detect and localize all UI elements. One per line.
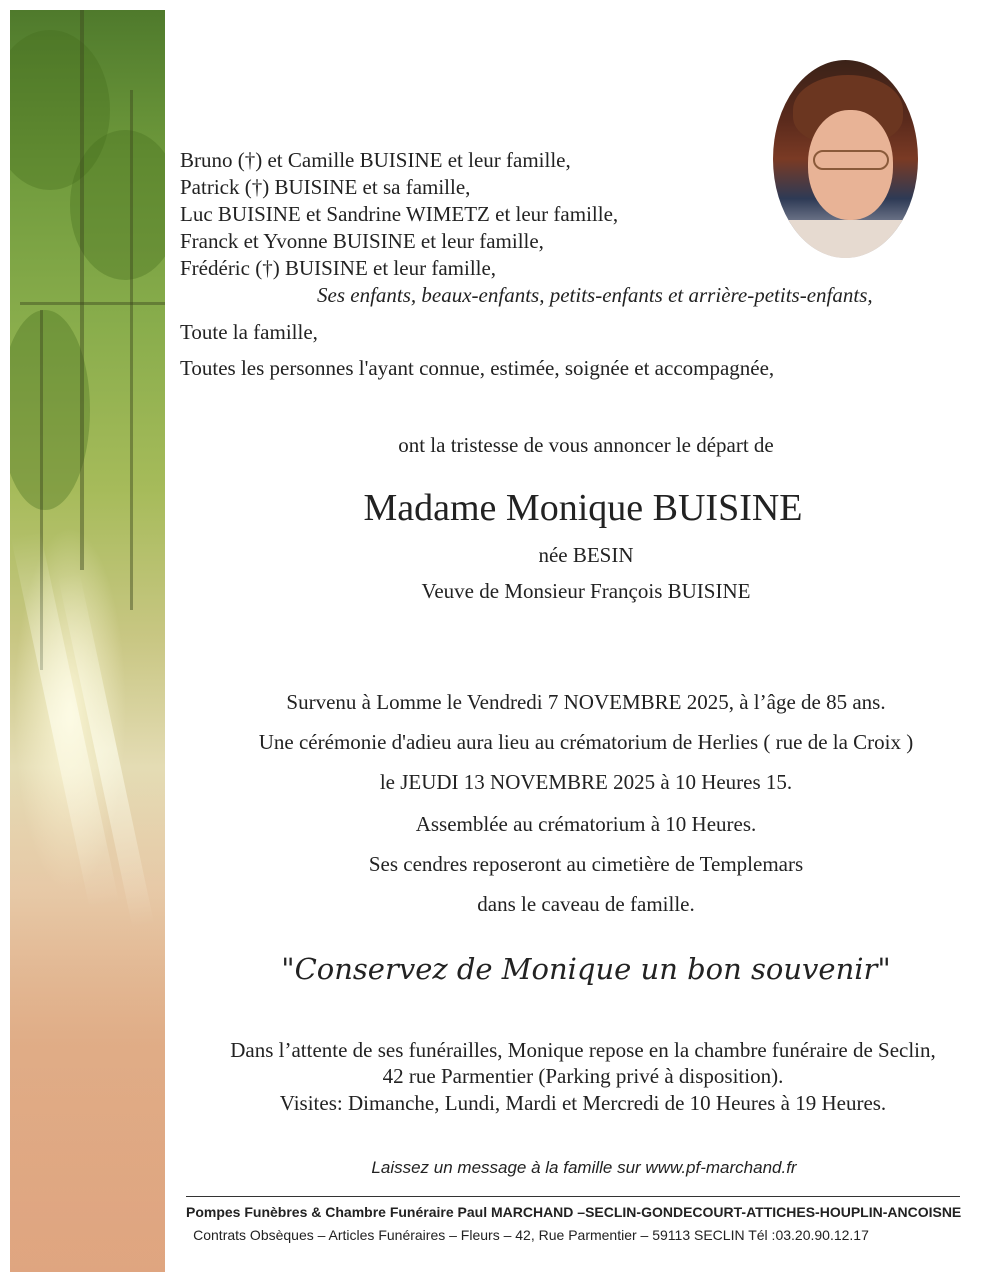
footer-divider xyxy=(186,1196,960,1197)
visit-line-1: Dans l’attente de ses funérailles, Monique repose en la chambre funéraire de Seclin, xyxy=(230,1038,936,1062)
footer-contact: Contrats Obsèques – Articles Funéraires – Fleurs – 42, Rue Parmentier – 59113 SECLIN Tél :03.20.90.12.17 xyxy=(193,1227,869,1243)
announcement-text: ont la tristesse de vous annoncer le départ de xyxy=(398,433,774,457)
details-line-1: Survenu à Lomme le Vendredi 7 NOVEMBRE 2025, à l’âge de 85 ans. xyxy=(286,690,886,714)
details-line-6: dans le caveau de famille. xyxy=(477,892,695,916)
family-line-2: Patrick (†) BUISINE et sa famille, xyxy=(180,175,471,199)
whole-family-line: Toute la famille, xyxy=(180,320,318,344)
visit-line-3: Visites: Dimanche, Lundi, Mardi et Mercredi de 10 Heures à 19 Heures. xyxy=(279,1091,887,1115)
deceased-name: Madame Monique BUISINE xyxy=(363,487,803,529)
details-line-4: Assemblée au crématorium à 10 Heures. xyxy=(415,812,757,836)
footer-company: Pompes Funèbres & Chambre Funéraire Paul MARCHAND –SECLIN-GONDECOURT-ATTICHES-HOUPLIN-ANCOISNE xyxy=(186,1204,962,1220)
portrait-photo xyxy=(773,60,918,258)
message-link-text: Laissez un message à la famille sur www.pf-marchand.fr xyxy=(371,1158,797,1177)
widow-of: Veuve de Monsieur François BUISINE xyxy=(421,579,751,603)
family-line-5: Frédéric (†) BUISINE et leur famille, xyxy=(180,256,497,280)
all-people-line: Toutes les personnes l'ayant connue, estimée, soignée et accompagnée, xyxy=(180,356,775,380)
family-line-3: Luc BUISINE et Sandrine WIMETZ et leur famille, xyxy=(180,202,619,226)
details-line-3: le JEUDI 13 NOVEMBRE 2025 à 10 Heures 15. xyxy=(379,770,793,794)
descendants-line: Ses enfants, beaux-enfants, petits-enfants et arrière-petits-enfants, xyxy=(317,283,873,307)
family-line-4: Franck et Yvonne BUISINE et leur famille, xyxy=(180,229,544,253)
visit-line-2: 42 rue Parmentier (Parking privé à disposition). xyxy=(382,1064,784,1088)
maiden-name: née BESIN xyxy=(538,543,634,567)
forest-path-image xyxy=(10,10,165,1272)
memorial-quote: "Conservez de Monique un bon souvenir" xyxy=(281,952,891,986)
family-line-1: Bruno (†) et Camille BUISINE et leur famille, xyxy=(180,148,571,172)
details-line-5: Ses cendres reposeront au cimetière de Templemars xyxy=(368,852,804,876)
details-line-2: Une cérémonie d'adieu aura lieu au crématorium de Herlies ( rue de la Croix ) xyxy=(258,730,914,754)
